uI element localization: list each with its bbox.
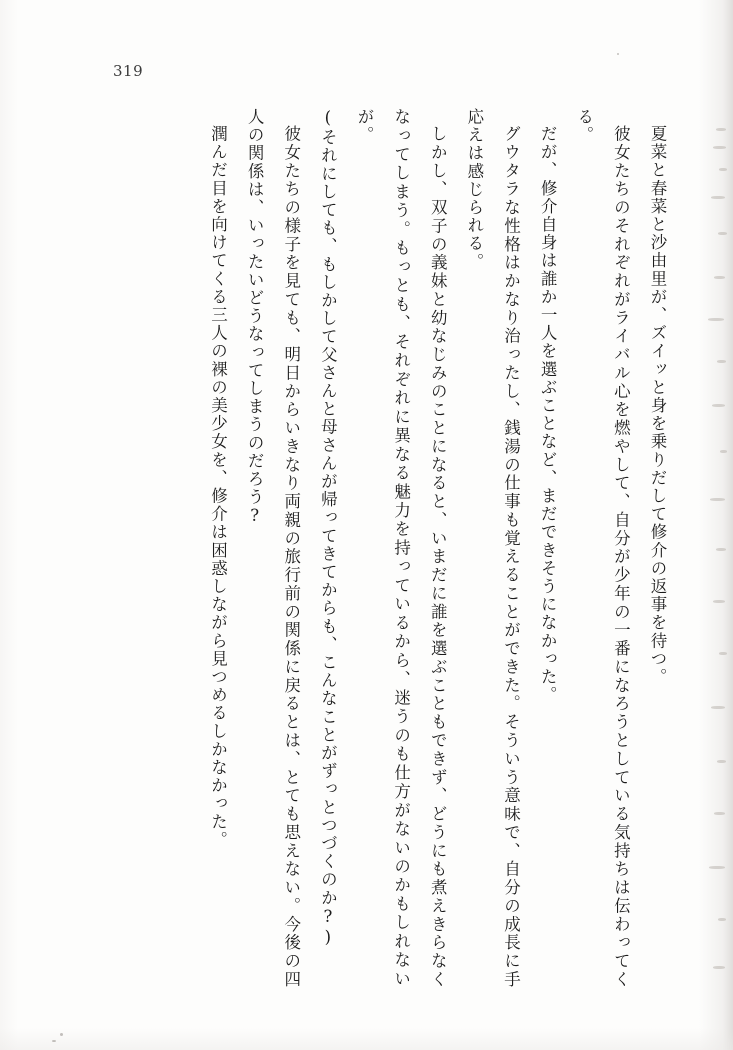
paragraph: 彼女たちの様子を見ても、明日からいきなり両親の旅行前の関係に戻るとは、とても思えない。今後の四人の関係は、いったいどうなってしまうのだろう? xyxy=(245,108,301,988)
scan-speck xyxy=(713,966,725,969)
scan-dust xyxy=(60,1033,63,1036)
scan-speck xyxy=(712,404,725,407)
scan-dust xyxy=(52,1040,56,1042)
scan-speck xyxy=(718,232,727,235)
page-edge-shading-bottom xyxy=(0,1028,733,1050)
scan-dust xyxy=(617,53,619,55)
scan-speck xyxy=(717,360,726,363)
scan-speck xyxy=(713,600,725,603)
page-number: 319 xyxy=(113,62,144,80)
page-body-text xyxy=(199,108,675,988)
scan-speck xyxy=(716,548,726,551)
scan-speck xyxy=(714,276,725,279)
paragraph: (それにしても、もしかして父さんと母さんが帰ってきてからも、こんなことがずっとつづくのか?) xyxy=(318,108,338,949)
scan-speck xyxy=(710,498,725,501)
scan-speck xyxy=(717,760,726,763)
paragraph: 夏菜と春菜と沙由里が、ズイッと身を乗りだして修介の返事を待つ。 xyxy=(648,124,667,686)
paragraph: だが、修介自身は誰か一人を選ぶことなど、まだできそうになかった。 xyxy=(538,124,558,704)
paragraph: 潤んだ目を向けてくる三人の裸の美少女を、修介は困惑しながら見つめるしかなかった。 xyxy=(208,124,228,849)
scan-speck xyxy=(719,168,727,171)
page-edge-shading-right xyxy=(699,0,733,1050)
scan-speck xyxy=(716,128,726,131)
scan-speck xyxy=(708,318,724,321)
scan-speck xyxy=(711,196,725,199)
scan-speck xyxy=(720,450,727,453)
paragraph: グウタラな性格はかなり治ったし、銭湯の仕事も覚えることができた。そういう意味で、自分の成長に手応えは感じられる。 xyxy=(464,108,521,988)
scan-speck xyxy=(719,652,727,655)
paragraph: しかし、双子の義妹と幼なじみのことになると、いまだに誰を選ぶこともできず、どうにも煮えきらなくなってしまう。もっとも、それぞれに異なる魅力を持っているから、迷うのも仕方がないのかもしれないが。 xyxy=(355,108,448,988)
scan-speck xyxy=(713,146,726,149)
scan-speck xyxy=(709,866,725,869)
paragraph: 彼女たちのそれぞれがライバル心を燃やして、自分が少年の一番になろうとしている気持ちは伝わってくる。 xyxy=(574,108,631,988)
scan-speck xyxy=(711,706,725,709)
page-edge-shading-left xyxy=(0,0,18,1050)
scan-speck xyxy=(714,812,725,815)
scan-speck xyxy=(718,918,726,921)
